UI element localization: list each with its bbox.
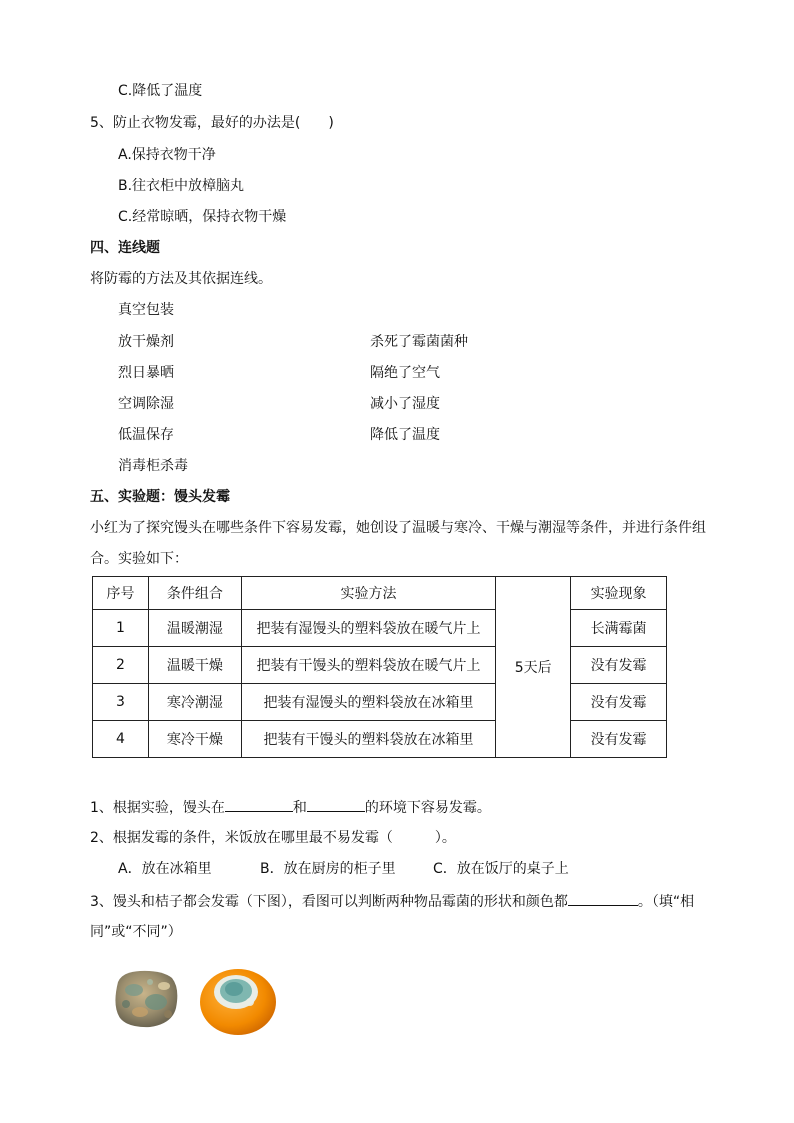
question-5: 5、防止衣物发霉，最好的办法是( )	[90, 115, 334, 131]
q3-text-a: 3、馒头和桔子都会发霉（下图），看图可以判断两种物品霉菌的形状和颜色都	[90, 894, 568, 910]
q1-text-a: 1、根据实验，馒头在	[90, 800, 225, 816]
q1-text-c: 的环境下容易发霉。	[364, 800, 491, 816]
matching-method: 放干燥剂	[118, 334, 174, 350]
section-4-instruction: 将防霉的方法及其依据连线。	[90, 271, 272, 287]
matching-reason: 降低了温度	[370, 427, 440, 443]
row-condition: 寒冷潮湿	[148, 684, 241, 721]
row-method: 把装有干馒头的塑料袋放在暖气片上	[241, 647, 496, 684]
section-5-title: 五、实验题：馒头发霉	[90, 489, 230, 505]
question-2: 2、根据发霉的条件，米饭放在哪里最不易发霉（ ）。	[90, 830, 456, 846]
row-result: 没有发霉	[571, 721, 667, 758]
header-cell: 条件组合	[148, 577, 241, 610]
q3-text-b: 。（填“相	[637, 894, 695, 910]
q5-option-c: C.经常晾晒，保持衣物干燥	[118, 209, 287, 225]
table-row	[93, 684, 667, 721]
row-condition: 寒冷干燥	[148, 721, 241, 758]
q2-option-c: C．放在饭厅的桌子上	[433, 861, 569, 877]
table-row	[93, 647, 667, 684]
q1-blank-1[interactable]	[225, 797, 293, 812]
table-row	[93, 721, 667, 758]
row-condition: 温暖潮湿	[148, 610, 241, 647]
row-number: 4	[93, 721, 149, 758]
matching-method: 空调除湿	[118, 396, 174, 412]
header-cell: 实验方法	[241, 577, 496, 610]
row-number: 1	[93, 610, 149, 647]
row-condition: 温暖干燥	[148, 647, 241, 684]
section-5-intro: 小红为了探究馒头在哪些条件下容易发霉，她创设了温暖与寒冷、干燥与潮湿等条件，并进行条件组	[90, 520, 706, 536]
question-3	[90, 891, 694, 912]
table-row	[93, 610, 667, 647]
matching-method: 真空包装	[118, 302, 174, 318]
row-method: 把装有湿馒头的塑料袋放在暖气片上	[241, 610, 496, 647]
matching-method: 低温保存	[118, 427, 174, 443]
moldy-orange-icon	[198, 962, 278, 1036]
matching-method: 消毒柜杀毒	[118, 458, 188, 474]
row-method: 把装有湿馒头的塑料袋放在冰箱里	[241, 684, 496, 721]
q1-blank-2[interactable]	[307, 797, 365, 812]
experiment-table	[92, 576, 667, 758]
section-5-intro-cont: 合。实验如下：	[90, 551, 188, 567]
question-3-cont: 同”或“不同”）	[90, 924, 182, 940]
table-header-row	[93, 577, 667, 610]
matching-method: 烈日暴晒	[118, 365, 174, 381]
q4-option-c: C.降低了温度	[118, 83, 203, 99]
q2-option-b: B．放在厨房的柜子里	[260, 861, 396, 877]
matching-reason: 杀死了霉菌菌种	[370, 334, 468, 350]
row-result: 长满霉菌	[571, 610, 667, 647]
q5-option-a: A.保持衣物干净	[118, 147, 216, 163]
q3-blank[interactable]	[568, 891, 638, 906]
time-cell: 5天后	[496, 577, 571, 758]
q5-option-b: B.往衣柜中放樟脑丸	[118, 178, 245, 194]
q1-text-b: 和	[292, 800, 307, 816]
question-1	[90, 797, 491, 818]
row-result: 没有发霉	[571, 684, 667, 721]
row-number: 3	[93, 684, 149, 721]
matching-reason: 减小了湿度	[370, 396, 440, 412]
section-4-title: 四、连线题	[90, 240, 160, 256]
header-cell: 实验现象	[571, 577, 667, 610]
matching-reason: 隔绝了空气	[370, 365, 440, 381]
header-cell: 序号	[93, 577, 149, 610]
q2-option-a: A．放在冰箱里	[118, 861, 212, 877]
row-number: 2	[93, 647, 149, 684]
row-method: 把装有干馒头的塑料袋放在冰箱里	[241, 721, 496, 758]
moldy-steamed-bun-icon	[110, 968, 182, 1030]
row-result: 没有发霉	[571, 647, 667, 684]
